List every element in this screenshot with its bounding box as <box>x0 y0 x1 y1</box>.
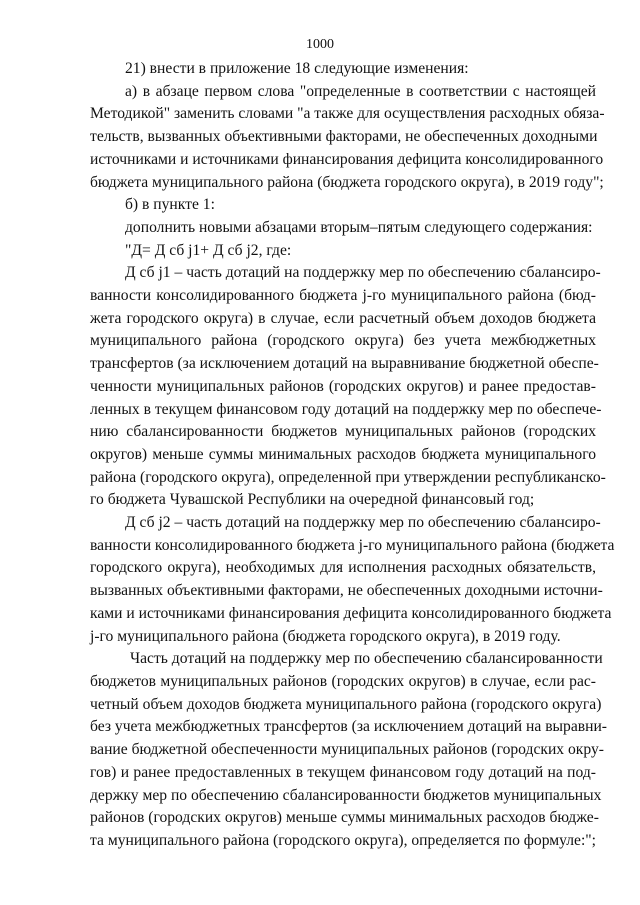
text-line: тельств, вызванных объективными факторами, не обеспеченных доходными <box>90 128 598 146</box>
text-line: Д сб j1 – часть дотаций на поддержку мер по обеспечению сбалансиро- <box>125 264 601 282</box>
text-line: ками и источниками финансирования дефицита консолидированного бюджета <box>90 604 612 622</box>
text-line: 21) внести в приложение 18 следующие изменения: <box>125 60 469 77</box>
text-line: жета городского округа) в случае, если расчетный объем доходов бюджета <box>90 309 596 327</box>
paragraph <box>90 648 607 852</box>
paragraph <box>90 194 596 217</box>
text-line: трансфертов (за исключением дотаций на выравнивание бюджетной обеспе- <box>90 355 599 373</box>
text-line: а) в абзаце первом слова "определенные в соответствии с настоящей <box>125 82 596 100</box>
text-line: ленных в текущем финансовом году дотаций на поддержку мер по обеспече- <box>90 400 602 418</box>
text-line: вызванных объективными факторами, не обеспеченных доходными источни- <box>90 582 603 600</box>
text-line: четный объем доходов бюджета муниципального района (городского округа) <box>90 695 602 713</box>
text-line: нию сбалансированности бюджетов муниципальных районов (городских <box>90 423 596 441</box>
text-line: вание бюджетной обеспеченности муниципальных районов (городских окру- <box>90 741 604 759</box>
text-line: "Д= Д сб j1+ Д сб j2, где: <box>125 241 292 259</box>
text-line: района (городского округа), определенной при утверждении республиканско- <box>90 468 606 486</box>
text-line: источниками и источниками финансирования дефицита консолидированного <box>90 150 604 168</box>
text-line: ванности консолидированного бюджета j-го муниципального района (бюд- <box>90 287 596 305</box>
text-line: бюджетов муниципальных районов (городских округов) в случае, если рас- <box>90 672 596 690</box>
text-line: Методикой" заменить словами "а также для осуществления расходных обяза- <box>90 105 605 123</box>
text-line: ванности консолидированного бюджета j-го муниципального района (бюджета <box>90 536 615 554</box>
paragraph <box>90 217 596 240</box>
text-line: бюджета муниципального района (бюджета городского округа), в 2019 году"; <box>90 173 604 191</box>
text-line: гов) и ранее предоставленных в текущем финансовом году дотаций на под- <box>90 763 596 781</box>
document-body <box>90 58 615 853</box>
paragraph <box>90 512 615 648</box>
text-line: ченности муниципальных районов (городских округов) и ранее предостав- <box>90 377 596 395</box>
page-number: 1000 <box>306 37 334 52</box>
text-line: муниципального района (городского округа) без учета межбюджетных <box>90 332 596 350</box>
text-line: j-го муниципального района (бюджета городского округа), в 2019 году. <box>90 627 561 645</box>
text-line: Часть дотаций на поддержку мер по обеспечению сбалансированности <box>130 650 603 668</box>
text-line: городского округа), необходимых для исполнения расходных обязательств, <box>90 559 596 577</box>
paragraph <box>90 262 606 512</box>
text-line: го бюджета Чувашской Республики на очередной финансовый год; <box>90 491 535 509</box>
text-line: районов (городских округов) меньше суммы минимальных расходов бюдже- <box>90 809 599 827</box>
text-line: та муниципального района (городского округа), определяется по формуле:"; <box>90 831 596 849</box>
text-line: Д сб j2 – часть дотаций на поддержку мер по обеспечению сбалансиро- <box>125 514 601 532</box>
text-line: округов) меньше суммы минимальных расходов бюджета муниципального <box>90 445 596 463</box>
text-line: дополнить новыми абзацами вторым–пятым следующего содержания: <box>125 218 593 236</box>
text-line: без учета межбюджетных трансфертов (за исключением дотаций на выравни- <box>90 718 607 736</box>
paragraph <box>90 240 596 263</box>
text-line: б) в пункте 1: <box>125 196 215 214</box>
text-line: держку мер по обеспечению сбалансированности бюджетов муниципальных <box>90 786 602 804</box>
paragraph <box>90 81 605 195</box>
paragraph <box>90 58 596 81</box>
